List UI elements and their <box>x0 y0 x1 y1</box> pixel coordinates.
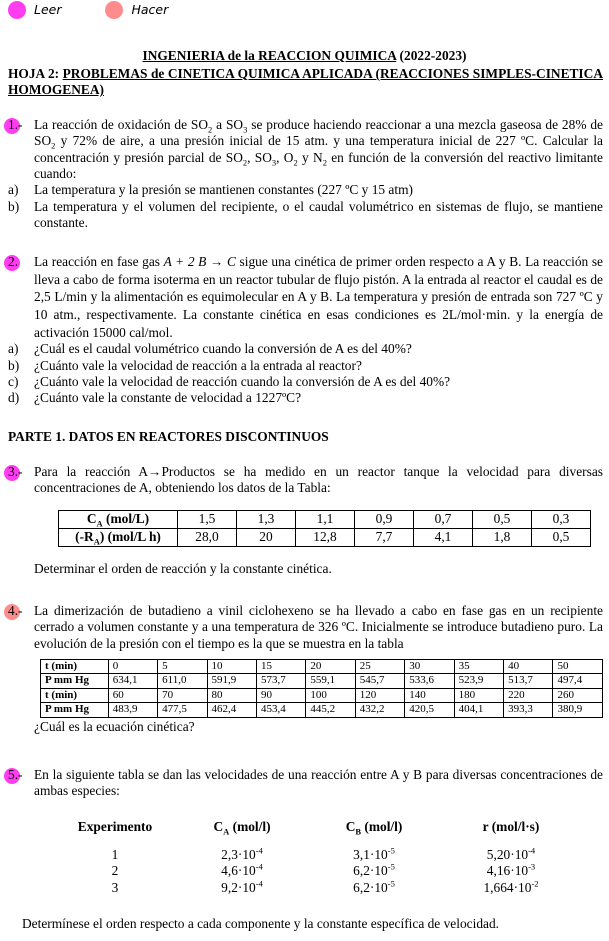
problem-5: 5.- En la siguiente tabla se dan las velocidades de una reacción entre A y B para diversas concentraciones de ambas especies: Experimento $C_A$ (mol/l) $C_B$ (mol/l) r (mol/l·s) 1 $2,3\cdot 10^{-4}$ $3,1\cdot 10^{-5}$ $5,20\cdot 10^{-4}$ 2 $4,6\cdot 10^{-4}$ $6,2\cdot 10^{-5}$ $4,16\cdot 10^{-3}$ 3 $9,2\cdot 10^{-4}$ $6,2\cdot 10^{-5}$ $1,664\cdot 10^{-2}$ Determínese el orden respecto a cada componente y la constante específica de velocidad. <box>8 767 603 932</box>
table-cell: 12,8 <box>296 528 355 546</box>
problem-4: 4.- La dimerización de butadieno a vinil ciclohexeno se ha llevado a cabo en fase gas en un recipiente cerrado a volumen constante y a una temperatura de 326 ºC. Inicialmente se introduce butadieno puro. La evolución de la presión con el tiempo es la que se muestra en la tabla t (min) 0 5 10 15 20 25 30 35 40 50 P mm Hg 634,1 611,0 591,9 573,7 559,1 545,7 533,6 523,9 513,7 497,4 t (min) 60 70 80 90 100 120 140 180 220 260 P mm Hg 483,9 477,5 462,4 453,4 445,2 432,2 420,5 404,1 393,3 380,9 ¿Cuál es la ecuación cinética? <box>8 603 603 735</box>
table-cell: $6,2\cdot 10^{-5}$ <box>353 878 395 895</box>
problem-1: 1.- La reacción de oxidación de $SO_2$ a $SO_3$ se produce haciendo reaccionar a una mezcla gaseosa de 28% de $SO_2$ y 72% de aire, a una presión inicial de 15 atm. y una temperatura inicial de 227 ºC. Calcular la concentración y presión parcial de $SO_2$, $SO_3$, $O_2$ y $N_2$ en función de la conversión del reactivo limitante cuando: a) La temperatura y la presión se mantienen constantes (227 ºC y 15 atm) b) La temperatura y el volumen del recipiente, o el caudal volumétrico en sistemas de flujo, se mantiene constante. <box>8 117 603 231</box>
rate-table <box>58 510 591 547</box>
table-cell: 260 <box>553 688 603 702</box>
table-cell: 7,7 <box>355 528 414 546</box>
table-cell: 432,2 <box>355 703 404 717</box>
row-header: $(-R_A)$ (mol/L h) <box>59 528 178 546</box>
question-b: b) ¿Cuánto vale la velocidad de reacción a la entrada al reactor? <box>8 357 362 373</box>
table-cell: $6,2\cdot 10^{-5}$ <box>353 861 395 879</box>
table-cell: 50 <box>553 660 603 674</box>
row-header: P mm Hg <box>41 674 109 688</box>
table-cell: 462,4 <box>207 703 256 717</box>
table-cell: $2,3\cdot 10^{-4}$ <box>221 845 263 863</box>
table-cell: 20 <box>237 528 296 546</box>
table-cell: 120 <box>355 688 404 702</box>
column-header: $C_A$ (mol/l) <box>213 818 271 837</box>
problem-question: Determínese el orden respecto a cada componente y la constante específica de velocidad. <box>22 916 500 932</box>
table-cell: 634,1 <box>108 674 157 688</box>
legend <box>8 0 212 20</box>
column-header: Experimento <box>77 818 153 834</box>
table-cell: 404,1 <box>454 703 503 717</box>
table-cell: 1,5 <box>178 510 237 528</box>
table-cell: 2 <box>111 863 119 879</box>
table-cell: 1 <box>111 847 119 863</box>
problem-number: 4.- <box>8 603 23 618</box>
do-marker-icon <box>105 1 123 19</box>
row-header: $C_A$ (mol/L) <box>59 510 178 528</box>
table-cell: 90 <box>256 688 305 702</box>
table-cell: $9,2\cdot 10^{-4}$ <box>221 878 263 895</box>
section-heading: PARTE 1. DATOS EN REACTORES DISCONTINUOS <box>8 429 329 444</box>
table-cell: $4,6\cdot 10^{-4}$ <box>221 861 263 879</box>
table-cell: $3,1\cdot 10^{-5}$ <box>353 845 395 863</box>
row-header: P mm Hg <box>41 703 109 717</box>
column-header: $C_B$ (mol/l) <box>345 818 403 837</box>
table-cell: 483,9 <box>108 703 157 717</box>
problem-question: ¿Cuál es la ecuación cinética? <box>34 718 195 734</box>
table-row <box>59 528 591 546</box>
table-cell: 0 <box>108 660 157 674</box>
table-cell: 545,7 <box>355 674 404 688</box>
table-row <box>54 863 582 879</box>
table-cell: 35 <box>454 660 503 674</box>
document-title: INGENIERIA de la REACCION QUIMICA (2022-2023) <box>142 48 467 63</box>
column-header: r (mol/l·s) <box>482 818 540 834</box>
table-cell: 0,7 <box>414 510 473 528</box>
table-cell: 1,8 <box>473 528 532 546</box>
question-a: a) La temperatura y la presión se mantienen constantes (227 ºC y 15 atm) <box>8 182 413 198</box>
table-row <box>41 660 603 674</box>
table-cell: 393,3 <box>504 703 553 717</box>
table-cell: 0,5 <box>473 510 532 528</box>
table-cell: 100 <box>306 688 355 702</box>
table-cell: 3 <box>111 879 119 895</box>
table-cell: 0,9 <box>355 510 414 528</box>
row-header: t (min) <box>41 688 109 702</box>
table-cell: 10 <box>207 660 256 674</box>
pressure-table <box>40 659 603 718</box>
table-cell: 20 <box>306 660 355 674</box>
table-row <box>54 880 582 896</box>
table-cell: 453,4 <box>256 703 305 717</box>
table-cell: 15 <box>256 660 305 674</box>
table-cell: 523,9 <box>454 674 503 688</box>
table-cell: 477,5 <box>158 703 207 717</box>
table-cell: 1,1 <box>296 510 355 528</box>
problem-number: 5.- <box>8 767 23 782</box>
row-header: t (min) <box>41 660 109 674</box>
table-cell: 533,6 <box>405 674 454 688</box>
table-row <box>41 674 603 688</box>
table-cell: 0,5 <box>532 528 591 546</box>
rate-data-table <box>54 818 582 896</box>
problem-number: 3.- <box>8 464 23 479</box>
problem-question: Determinar el orden de reacción y la constante cinética. <box>34 560 332 576</box>
table-cell: 5 <box>158 660 207 674</box>
problem-number: 2. <box>8 254 19 269</box>
table-cell: $4,16\cdot 10^{-3}$ <box>486 861 536 879</box>
table-cell: $5,20\cdot 10^{-4}$ <box>486 845 536 863</box>
table-cell: 380,9 <box>553 703 603 717</box>
question-c: c) ¿Cuánto vale la velocidad de reacción cuando la conversión de A es del 40%? <box>8 374 451 390</box>
table-cell: 445,2 <box>306 703 355 717</box>
read-marker-icon <box>8 1 26 19</box>
legend-read <box>8 1 61 19</box>
sheet-subtitle: HOJA 2: PROBLEMAS de CINETICA QUIMICA APLICADA (REACCIONES SIMPLES-CINETICA HOMOGENEA) <box>8 66 603 98</box>
table-cell: 60 <box>108 688 157 702</box>
table-cell: 40 <box>504 660 553 674</box>
table-cell: 80 <box>207 688 256 702</box>
table-row <box>41 688 603 702</box>
table-cell: 420,5 <box>405 703 454 717</box>
table-cell: 559,1 <box>306 674 355 688</box>
problem-number: 1.- <box>8 117 23 132</box>
table-row <box>54 847 582 863</box>
table-cell: $1,664\cdot 10^{-2}$ <box>483 878 539 895</box>
table-cell: 30 <box>405 660 454 674</box>
table-cell: 4,1 <box>414 528 473 546</box>
table-cell: 497,4 <box>553 674 603 688</box>
legend-do-label: Hacer <box>131 2 169 18</box>
table-row <box>41 703 603 717</box>
question-a: a) ¿Cuál es el caudal volumétrico cuando la conversión de A es del 40%? <box>8 341 412 357</box>
table-cell: 140 <box>405 688 454 702</box>
question-b: b) La temperatura y el volumen del recipiente, o el caudal volumétrico en sistemas de flujo, se mantiene constante. <box>8 198 603 231</box>
table-cell: 611,0 <box>158 674 207 688</box>
reaction-equation: A + 2 B → C <box>163 254 236 269</box>
question-d: d) ¿Cuánto vale la constante de velocidad a 1227ºC? <box>8 390 302 406</box>
table-cell: 70 <box>158 688 207 702</box>
table-cell: 591,9 <box>207 674 256 688</box>
table-cell: 220 <box>504 688 553 702</box>
legend-do <box>105 1 168 19</box>
table-cell: 513,7 <box>504 674 553 688</box>
table-cell: 180 <box>454 688 503 702</box>
problem-3: 3.- Para la reacción A→Productos se ha medido en un reactor tanque la velocidad para diversas concentraciones de A, obteniendo los datos de la Tabla: $C_A$ (mol/L) 1,5 1,3 1,1 0,9 0,7 0,5 0,3 $(-R_A)$ (mol/L h) 28,0 20 12,8 7,7 4,1 1,8 0,5 Determinar el orden de reacción y la constante cinética. <box>8 464 603 577</box>
legend-read-label: Leer <box>34 2 62 18</box>
table-cell: 25 <box>355 660 404 674</box>
table-cell: 1,3 <box>237 510 296 528</box>
table-cell: 0,3 <box>532 510 591 528</box>
table-header-row <box>54 818 582 847</box>
problem-2: 2. La reacción en fase gas A + 2 B → C sigue una cinética de primer orden respecto a A y B. La reacción se lleva a cabo de forma isoterma en un reactor tubular de flujo pistón. A la entrada al reactor el caudal es de 2,5 L/min y la alimentación es equimolecular en A y B. La temperatura y presión de entrada son 727 ºC y 10 atm., respectivamente. La constante cinética en esas condiciones es 2L/mol·min. y la energía de activación 15000 cal/mol. a) ¿Cuál es el caudal volumétrico cuando la conversión de A es del 40%? b) ¿Cuánto vale la velocidad de reacción a la entrada al reactor? c) ¿Cuánto vale la velocidad de reacción cuando la conversión de A es del 40%? d) ¿Cuánto vale la constante de velocidad a 1227ºC? <box>8 253 603 407</box>
table-cell: 28,0 <box>178 528 237 546</box>
table-row <box>59 510 591 528</box>
table-cell: 573,7 <box>256 674 305 688</box>
